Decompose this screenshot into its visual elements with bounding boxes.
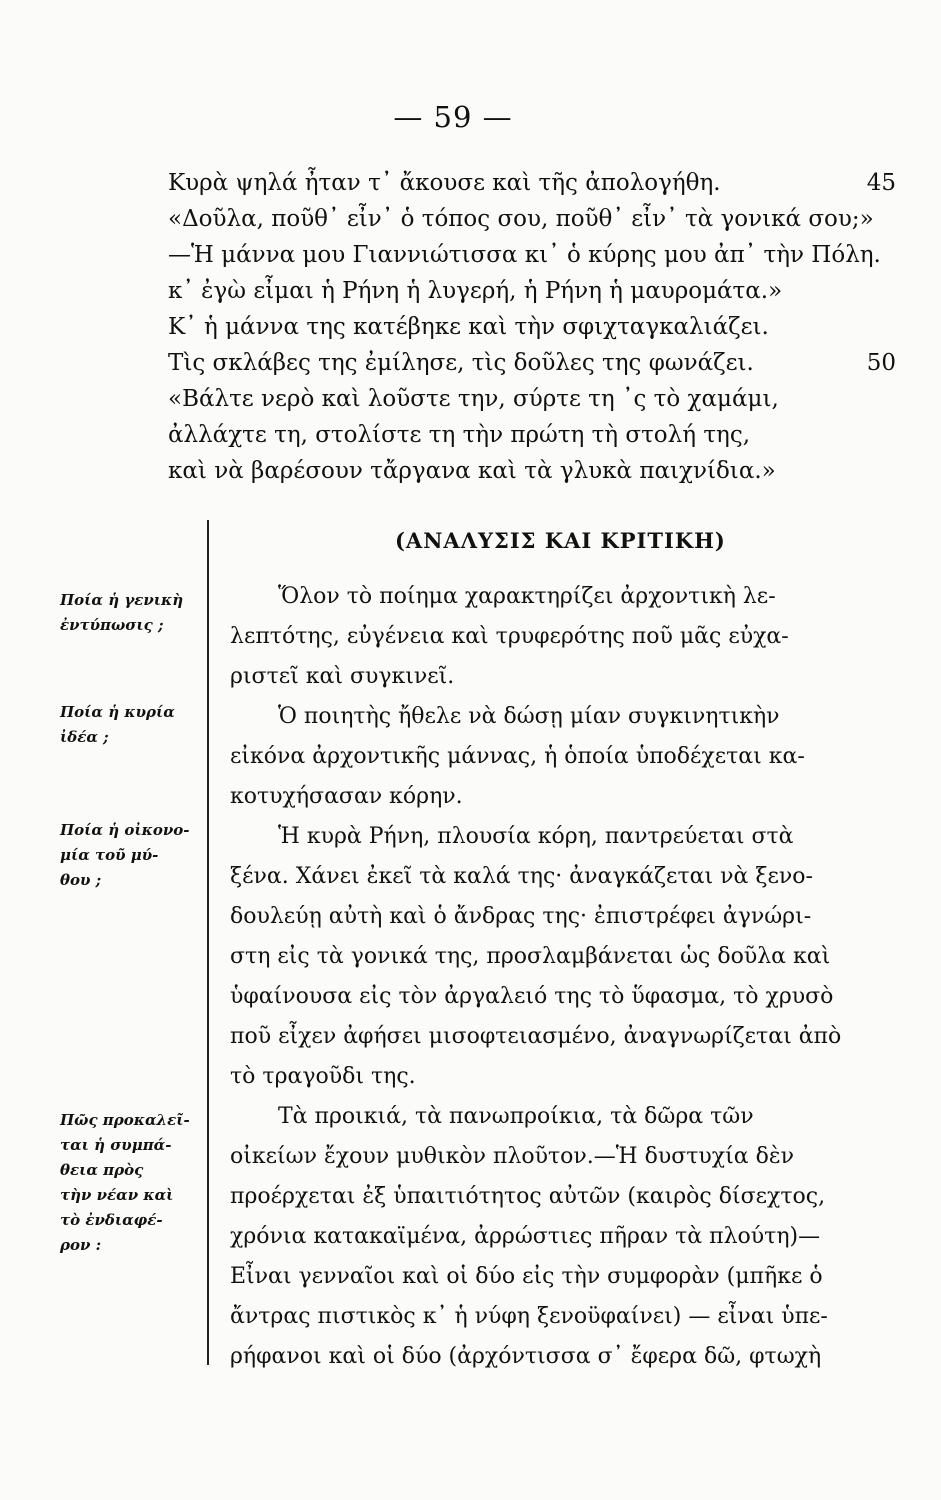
poem-line-text: «Βάλτε νερὸ καὶ λοῦστε την, σύρτε τη ᾽ς τὸ χαμάμι, xyxy=(168,386,779,412)
analysis-line: ὑφαίνουσα εἰς τὸν ἀργαλειό της τὸ ὕφασμα, τὸ χρυσὸ xyxy=(230,984,834,1009)
line-number: 45 xyxy=(866,170,896,196)
line-number: 50 xyxy=(866,350,896,376)
margin-question xyxy=(60,700,210,750)
analysis-line: ξένα. Χάνει ἐκεῖ τὰ καλά της· ἀναγκάζεται νὰ ξενο- xyxy=(230,864,813,889)
margin-question-line: Ποία ἡ γενικὴ xyxy=(60,591,184,609)
poem-line xyxy=(168,165,896,201)
margin-question-line: Ποία ἡ οἰκονο- xyxy=(60,821,190,839)
analysis-line: τὸ τραγοῦδι της. xyxy=(230,1064,416,1089)
section-heading: (ΑΝΑΛΥΣΙΣ ΚΑΙ ΚΡΙΤΙΚΗ) xyxy=(395,528,726,553)
margin-question-line: τὴν νέαν καὶ xyxy=(60,1186,174,1204)
poem-line-text: καὶ νὰ βαρέσουν τἄργανα καὶ τὰ γλυκὰ παιχνίδια.» xyxy=(168,458,776,484)
analysis-line: εἰκόνα ἀρχοντικῆς μάννας, ἡ ὁποία ὑποδέχεται κα- xyxy=(230,744,805,769)
margin-question xyxy=(60,588,210,638)
margin-question-line: μία τοῦ μύ- xyxy=(60,846,159,864)
analysis-line: στη εἰς τὰ γονικά της, προσλαμβάνεται ὡς δοῦλα καὶ xyxy=(230,944,831,969)
margin-question-line: θεια πρὸς xyxy=(60,1161,144,1179)
analysis-text xyxy=(230,577,890,1377)
poem-line-text: «Δοῦλα, ποῦθ᾽ εἶν᾽ ὁ τόπος σου, ποῦθ᾽ εἶν᾽ τὰ γονικά σου;» xyxy=(168,206,874,232)
margin-question-line: Ποία ἡ κυρία xyxy=(60,703,175,721)
analysis-line: οἰκείων ἔχουν μυθικὸν πλοῦτον.—Ἡ δυστυχία δὲν xyxy=(230,1144,795,1169)
analysis-line: Ἡ κυρὰ Ρήνη, πλουσία κόρη, παντρεύεται στὰ xyxy=(278,824,794,849)
poem-line xyxy=(168,417,868,453)
poem-line xyxy=(168,453,868,489)
margin-question xyxy=(60,1108,210,1258)
margin-question-line: ἰδέα ; xyxy=(60,728,109,746)
margin-question-line: ται ἡ συμπά- xyxy=(60,1136,172,1154)
poem-line-text: Κ᾽ ἡ μάννα της κατέβηκε καὶ τὴν σφιχταγκαλιάζει. xyxy=(168,314,769,340)
poem-line-text: Τὶς σκλάβες της ἐμίλησε, τὶς δοῦλες της φωνάζει. xyxy=(168,350,754,376)
analysis-line: ρήφανοι καὶ οἱ δύο (ἀρχόντισσα σ᾽ ἔφερα δῶ, φτωχὴ xyxy=(230,1344,822,1369)
margin-question-line: ρον : xyxy=(60,1236,102,1254)
analysis-line: ριστεῖ καὶ συγκινεῖ. xyxy=(230,664,455,689)
margin-question-line: Πῶς προκαλεῖ- xyxy=(60,1111,190,1129)
poem-line xyxy=(168,237,881,273)
analysis-line: λεπτότης, εὐγένεια καὶ τρυφερότης ποῦ μᾶς εὐχα- xyxy=(230,624,789,649)
poem-block xyxy=(168,165,896,489)
margin-question-line: τὸ ἐνδιαφέ- xyxy=(60,1211,163,1229)
margin-question-line: ἐντύπωσις ; xyxy=(60,616,164,634)
analysis-line: ποῦ εἶχεν ἀφήσει μισοφτειασμένο, ἀναγνωρίζεται ἀπὸ xyxy=(230,1024,842,1049)
page-number: — 59 — xyxy=(393,100,513,134)
analysis-line: χρόνια κατακαϊμένα, ἀρρώστιες πῆραν τὰ πλούτη)— xyxy=(230,1224,821,1249)
analysis-line: Εἶναι γενναῖοι καὶ οἱ δύο εἰς τὴν συμφορὰν (μπῆκε ὁ xyxy=(230,1264,823,1289)
poem-line xyxy=(168,273,868,309)
poem-line xyxy=(168,381,868,417)
analysis-line: Ὅλον τὸ ποίημα χαρακτηρίζει ἀρχοντικὴ λε- xyxy=(278,584,776,609)
analysis-line: προέρχεται ἐξ ὑπαιτιότητος αὐτῶν (καιρὸς δίσεχτος, xyxy=(230,1184,826,1209)
poem-line xyxy=(168,201,874,237)
poem-line-text: —Ἡ μάννα μου Γιαννιώτισσα κι᾽ ὁ κύρης μου ἀπ᾽ τὴν Πόλη. xyxy=(168,242,881,268)
poem-line-text: Κυρὰ ψηλά ἦταν τ᾽ ἄκουσε καὶ τῆς ἀπολογήθη. xyxy=(168,170,721,196)
analysis-line: Ὁ ποιητὴς ἤθελε νὰ δώσῃ μίαν συγκινητικὴν xyxy=(278,704,780,729)
poem-line-text: κ᾽ ἐγὼ εἶμαι ἡ Ρήνη ἡ λυγερή, ἡ Ρήνη ἡ μαυρομάτα.» xyxy=(168,278,783,304)
margin-question-line: θου ; xyxy=(60,871,102,889)
margin-question xyxy=(60,818,210,893)
poem-line xyxy=(168,309,868,345)
analysis-line: Τὰ προικιά, τὰ πανωπροίκια, τὰ δῶρα τῶν xyxy=(278,1104,754,1129)
poem-line-text: ἀλλάχτε τη, στολίστε τη τὴν πρώτη τὴ στολή της, xyxy=(168,422,751,448)
analysis-line: δουλεύῃ αὐτὴ καὶ ὁ ἄνδρας της· ἐπιστρέφει ἀγνώρι- xyxy=(230,904,812,929)
poem-line xyxy=(168,345,896,381)
analysis-line: ἄντρας πιστικὸς κ᾽ ἡ νύφη ξενοϋφαίνει) — εἶναι ὑπε- xyxy=(230,1304,828,1329)
analysis-line: κοτυχήσασαν κόρην. xyxy=(230,784,463,809)
